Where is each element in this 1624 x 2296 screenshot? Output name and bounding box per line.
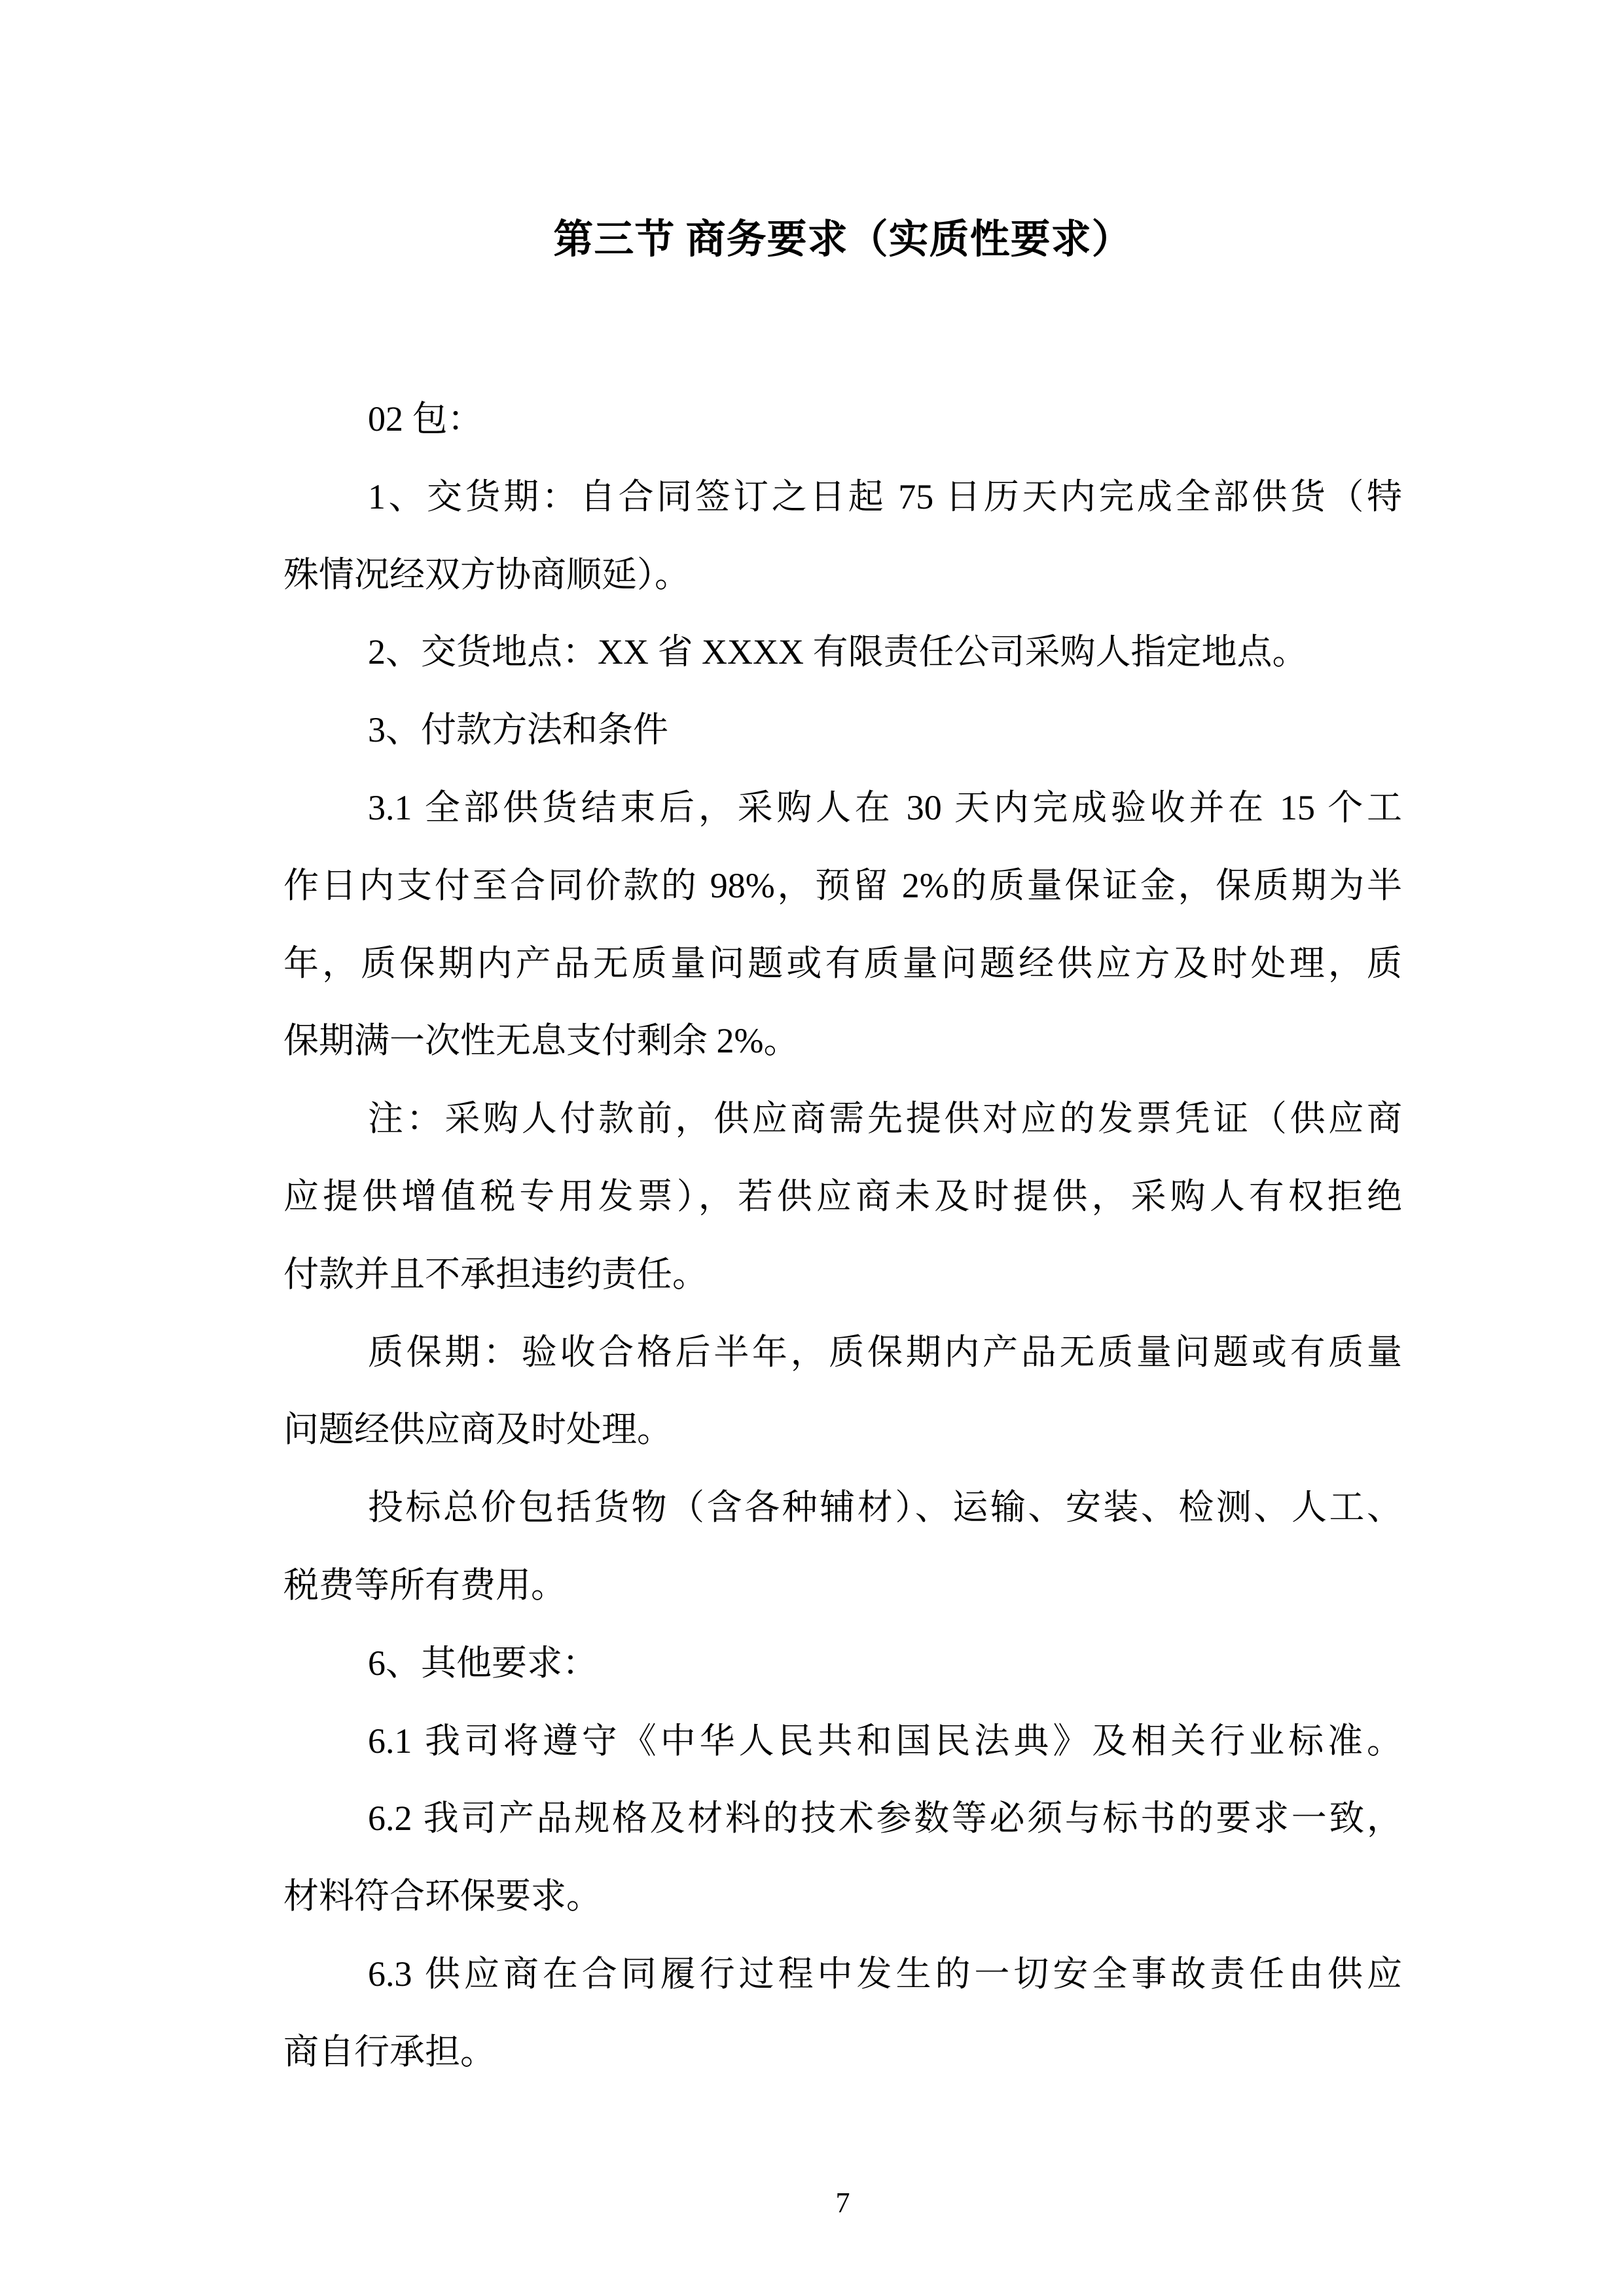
text-line: 注：采购人付款前，供应商需先提供对应的发票凭证（供应商 [368, 1099, 1402, 1139]
text-line: 年，质保期内产品无质量问题或有质量问题经供应方及时处理，质 [283, 943, 1402, 983]
document-title: 第三节 商务要求（实质性要求） [553, 218, 1132, 262]
text-line: 02 包： [368, 399, 483, 439]
text-line: 付款并且不承担违约责任。 [283, 1254, 708, 1294]
text-line: 殊情况经双方协商顺延）。 [283, 554, 690, 594]
text-line: 6、其他要求： [368, 1643, 598, 1683]
text-line: 保期满一次性无息支付剩余 2%。 [283, 1021, 799, 1061]
text-line: 材料符合环保要求。 [283, 1876, 602, 1916]
text-line: 作日内支付至合同价款的 98%，预留 2%的质量保证金，保质期为半 [283, 865, 1402, 905]
text-line: 6.2 我司产品规格及材料的技术参数等必须与标书的要求一致， [368, 1799, 1402, 1839]
text-line: 1、交货期：自合同签订之日起 75 日历天内完成全部供货（特 [368, 476, 1402, 516]
text-line: 投标总价包括货物（含各种辅材）、运输、安装、检测、人工、 [368, 1488, 1402, 1528]
text-line: 6.1 我司将遵守《中华人民共和国民法典》及相关行业标准。 [368, 1721, 1402, 1761]
document-body [283, 380, 1402, 2091]
text-line: 6.3 供应商在合同履行过程中发生的一切安全事故责任由供应 [368, 1954, 1402, 1994]
text-line: 2、交货地点：XX 省 XXXX 有限责任公司采购人指定地点。 [368, 632, 1308, 672]
text-line: 3.1 全部供货结束后，采购人在 30 天内完成验收并在 15 个工 [368, 787, 1402, 827]
text-line: 问题经供应商及时处理。 [283, 1410, 672, 1450]
text-line: 税费等所有费用。 [283, 1565, 566, 1605]
text-line: 应提供增值税专用发票），若供应商未及时提供，采购人有权拒绝 [283, 1176, 1402, 1216]
text-line: 质保期：验收合格后半年，质保期内产品无质量问题或有质量 [368, 1332, 1402, 1372]
page-number: 7 [835, 2187, 850, 2219]
text-line: 商自行承担。 [283, 2032, 496, 2072]
text-line: 3、付款方法和条件 [368, 710, 668, 750]
